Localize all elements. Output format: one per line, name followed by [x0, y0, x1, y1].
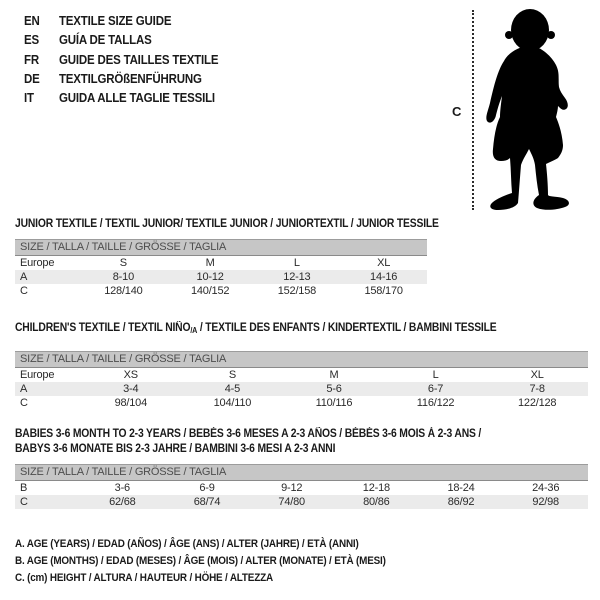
section-children — [15, 321, 588, 410]
table-cell: 8-10 — [112, 271, 134, 283]
section-title-line — [15, 217, 439, 232]
title-segment: BABIES 3-6 MONTH TO 2-3 YEARS / BEBÉS 3-6 MESES A 2-3 AÑOS / BÉBÉS 3-6 MOIS À 2-3 ANS / — [15, 428, 482, 440]
language-row — [24, 70, 218, 89]
table-cell: 6-7 — [427, 383, 444, 395]
row-label: C — [20, 285, 28, 297]
table-cell: 68/74 — [193, 496, 221, 508]
footnote-b: B. AGE (MONTHS) / EDAD (MESES) / ÂGE (MOIS) / ALTER (MONATE) / ETÀ (MESI) — [15, 554, 386, 567]
table-cell: 14-16 — [370, 271, 398, 283]
table-cell: 116/122 — [416, 397, 455, 409]
table-row — [15, 495, 588, 509]
table-cell: 74/80 — [278, 496, 305, 508]
table-cell: 12-18 — [362, 482, 390, 494]
table-cell: 6-9 — [199, 482, 215, 494]
size-table — [15, 464, 588, 509]
language-title: GUIDA ALLE TAGLIE TESSILI — [58, 91, 215, 106]
section-title-line — [15, 321, 531, 338]
table-cell: 10-12 — [196, 271, 224, 283]
size-header-band: SIZE / TALLA / TAILLE / GRÖSSE / TAGLIA — [15, 239, 427, 256]
title-segment: BABYS 3-6 MONATE BIS 2-3 JAHRE / BAMBINI 3-6 MESI A 2-3 ANNI — [15, 443, 336, 455]
size-table — [15, 351, 588, 410]
language-code: FR — [24, 52, 39, 67]
table-cell: 110/116 — [315, 397, 353, 409]
table-cell: 122/128 — [517, 397, 557, 409]
section-title-line — [15, 442, 531, 457]
table-cell: XL — [530, 369, 544, 381]
table-row — [15, 382, 588, 396]
size-header-band: SIZE / TALLA / TAILLE / GRÖSSE / TAGLIA — [15, 351, 588, 368]
table-cell: XL — [377, 257, 391, 269]
language-code: EN — [24, 14, 40, 28]
table-cell: S — [119, 257, 127, 269]
table-row — [15, 481, 588, 495]
table-cell: 80/86 — [363, 496, 390, 508]
size-table — [15, 239, 427, 298]
height-label-c: C — [452, 104, 462, 119]
table-cell: L — [432, 369, 439, 381]
language-title: TEXTILE SIZE GUIDE — [58, 14, 172, 28]
section-junior — [15, 217, 439, 298]
row-label: Europe — [20, 369, 55, 381]
table-cell: 24-36 — [532, 482, 560, 494]
section-title — [15, 217, 439, 232]
table-cell: XS — [123, 369, 138, 381]
table-cell: 128/140 — [104, 285, 143, 297]
language-title: TEXTILGRÖßENFÜHRUNG — [58, 71, 202, 86]
table-cell: 9-12 — [281, 482, 303, 494]
table-cell: 98/104 — [114, 397, 148, 409]
language-row — [24, 31, 218, 50]
section-title — [15, 321, 531, 338]
table-cell: M — [329, 369, 339, 381]
language-code: IT — [24, 91, 34, 106]
row-label: B — [20, 482, 28, 494]
table-cell: 3-4 — [123, 383, 139, 395]
table-cell: M — [205, 257, 215, 269]
table-cell: 158/170 — [364, 285, 403, 297]
section-babies — [15, 427, 588, 509]
row-label: Europe — [20, 257, 55, 269]
language-title: GUIDE DES TAILLES TEXTILE — [58, 52, 219, 67]
table-cell: 3-6 — [114, 482, 130, 494]
table-cell: 62/68 — [109, 496, 136, 508]
table-cell: 5-6 — [326, 383, 342, 395]
row-label: A — [20, 383, 28, 395]
language-code: ES — [24, 33, 39, 48]
language-row — [24, 51, 218, 70]
table-cell: 140/152 — [190, 285, 230, 297]
table-cell: 86/92 — [447, 496, 475, 508]
title-segment: CHILDREN'S TEXTILE / TEXTIL NIÑO — [15, 322, 191, 334]
footnote-a: A. AGE (YEARS) / EDAD (AÑOS) / ÂGE (ANS) / ALTER (JAHRE) / ETÀ (ANNI) — [15, 538, 359, 550]
row-label: A — [20, 271, 28, 283]
baby-silhouette-icon — [482, 7, 592, 211]
size-header-band: SIZE / TALLA / TAILLE / GRÖSSE / TAGLIA — [15, 464, 588, 481]
table-row — [15, 256, 427, 270]
table-row — [15, 368, 588, 382]
section-title — [15, 427, 531, 457]
footnotes — [15, 536, 427, 586]
table-cell: L — [293, 257, 300, 269]
table-cell: 18-24 — [447, 482, 475, 494]
table-cell: S — [228, 369, 236, 381]
section-title-line — [15, 427, 531, 442]
table-cell: 104/110 — [213, 397, 252, 409]
row-label: C — [20, 496, 28, 508]
title-segment: / TEXTILE DES ENFANTS / KINDERTEXTIL / BAMBINI TESSILE — [197, 322, 497, 334]
language-row — [24, 12, 218, 31]
row-label: C — [20, 397, 28, 409]
table-cell: 92/98 — [532, 496, 559, 508]
height-dotted-line — [472, 10, 474, 210]
table-cell: 152/158 — [277, 285, 317, 297]
table-cell: 4-5 — [224, 383, 241, 395]
table-row — [15, 284, 427, 298]
table-row — [15, 270, 427, 284]
language-code: DE — [24, 71, 40, 86]
language-title: GUÍA DE TALLAS — [58, 33, 152, 48]
language-row — [24, 89, 218, 108]
table-row — [15, 396, 588, 410]
table-cell: 7-8 — [529, 383, 545, 395]
footnote-c: C. (cm) HEIGHT / ALTURA / HAUTEUR / HÖHE / ALTEZZA — [15, 571, 273, 584]
language-list — [24, 12, 235, 108]
title-segment: JUNIOR TEXTILE / TEXTIL JUNIOR/ TEXTILE JUNIOR / JUNIORTEXTIL / JUNIOR TESSILE — [15, 218, 439, 230]
table-cell: 12-13 — [283, 271, 311, 283]
title-segment: /A — [190, 326, 198, 335]
